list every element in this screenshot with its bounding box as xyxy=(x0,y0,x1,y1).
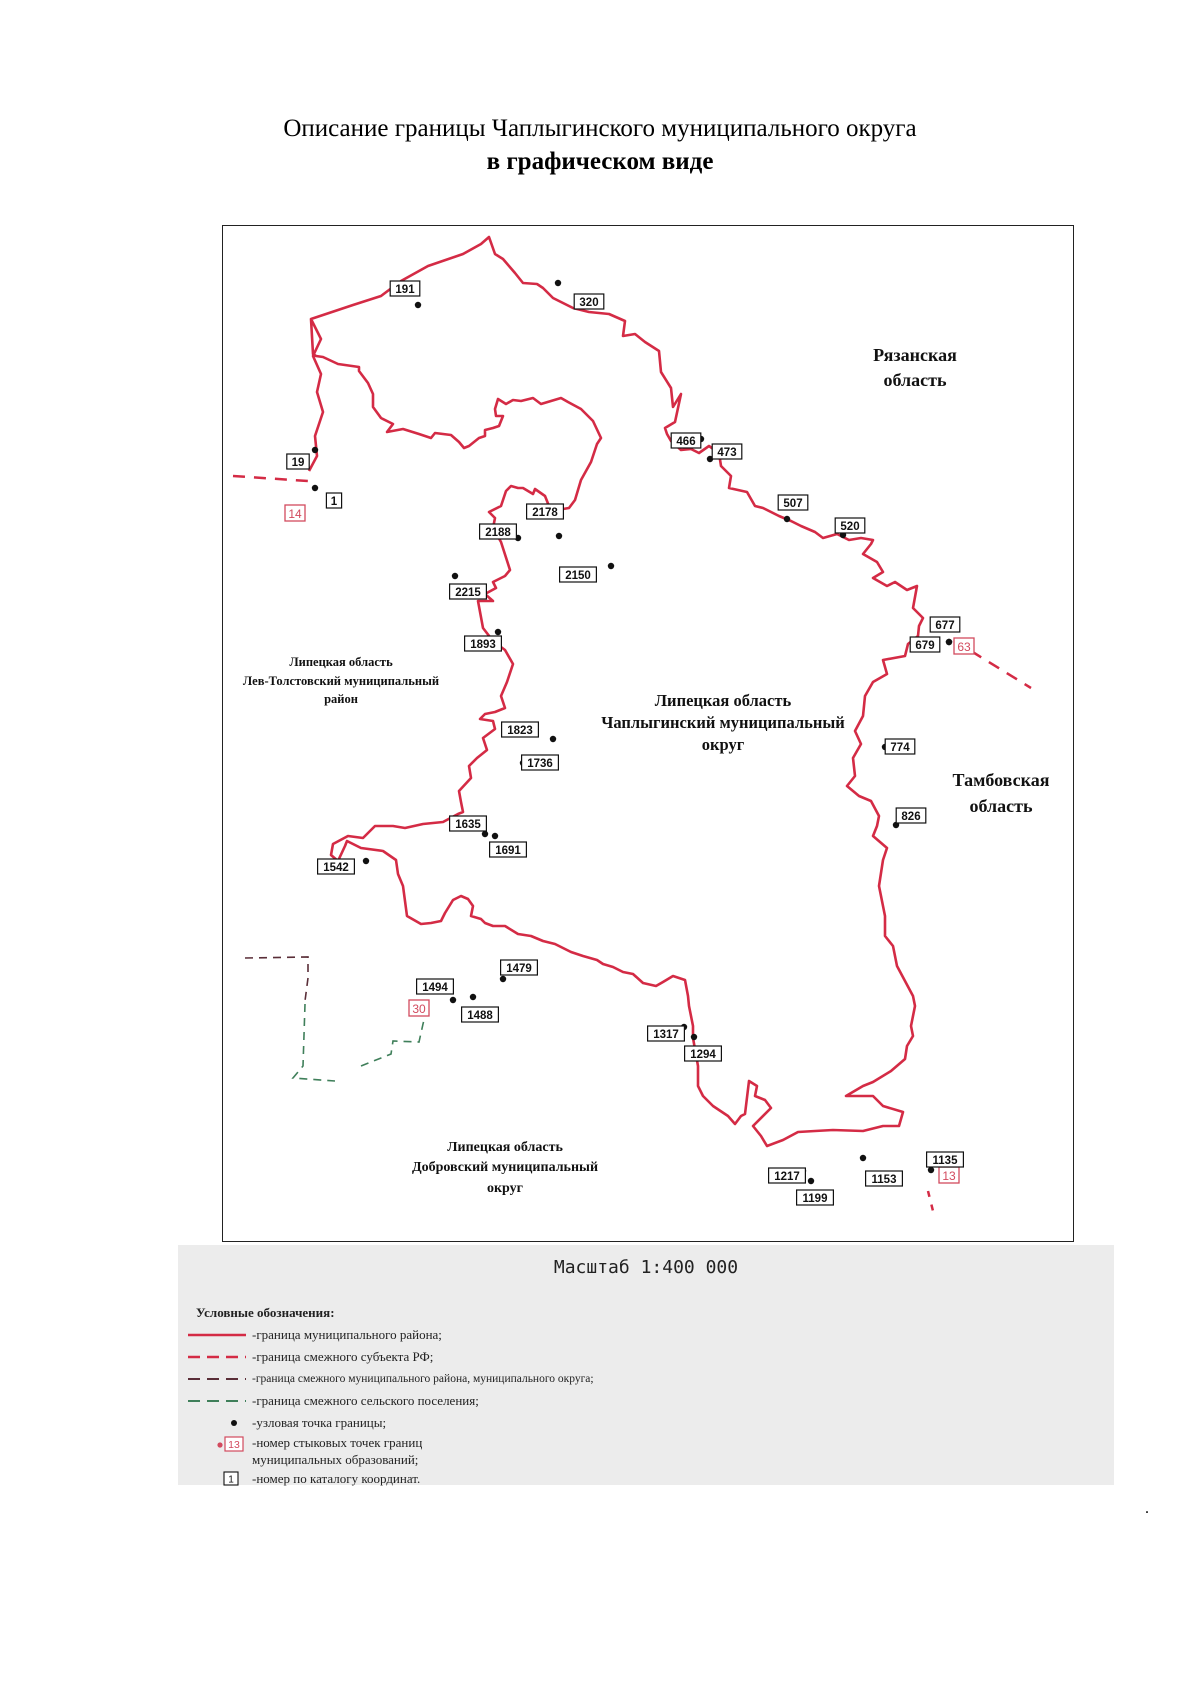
region-label-lev-tolstoy-2: Лев-Толстовский муниципальный xyxy=(242,674,440,688)
page-end-dot: . xyxy=(1145,1500,1149,1517)
point-label-text: 1488 xyxy=(467,1010,493,1022)
point-label-text: 320 xyxy=(579,297,599,309)
node-dot xyxy=(415,302,421,308)
legend-swatch-junction xyxy=(186,1435,250,1455)
point-label-text: 1635 xyxy=(455,819,481,831)
region-label-dobroe-3: округ xyxy=(486,1181,524,1196)
node-dot xyxy=(928,1167,934,1173)
boundary-point-679 xyxy=(910,637,952,652)
svg-text:30: 30 xyxy=(412,1002,426,1016)
boundary-point-191 xyxy=(390,281,421,308)
node-dot xyxy=(482,831,488,837)
point-label-text: 677 xyxy=(935,620,955,632)
node-dot xyxy=(808,1178,814,1184)
legend-item-catalog-number xyxy=(186,1471,1086,1489)
legend-swatch-municipal xyxy=(186,1371,250,1389)
legend-item-municipal-boundary xyxy=(186,1371,1086,1389)
node-dot xyxy=(691,1034,697,1040)
boundary-map xyxy=(222,225,1074,1242)
legend-item-junction-number xyxy=(186,1435,1086,1471)
node-dot xyxy=(860,1155,866,1161)
boundary-point-320 xyxy=(555,280,604,309)
legend-swatch-catalog xyxy=(186,1471,250,1487)
adjacent-municipal-boundary xyxy=(245,957,308,1001)
point-label-text: 826 xyxy=(901,811,921,823)
svg-text:14: 14 xyxy=(288,507,302,521)
point-label-text: 1135 xyxy=(932,1155,958,1167)
node-dot xyxy=(556,533,562,539)
region-label-ryazan-2: область xyxy=(883,370,947,390)
boundary-point-1736 xyxy=(520,755,559,770)
adjacent-subject-boundary-west xyxy=(233,476,308,481)
region-label-tambov-1: Тамбовская xyxy=(952,770,1050,790)
node-dot xyxy=(312,447,318,453)
point-label-text: 1 xyxy=(330,496,338,508)
legend-item-subject-boundary xyxy=(186,1349,1086,1367)
node-dot xyxy=(312,485,318,491)
boundary-point-1893 xyxy=(465,629,502,651)
point-label-text: 2188 xyxy=(485,527,511,539)
point-label-text: 2150 xyxy=(565,570,591,582)
point-label-text: 1736 xyxy=(527,758,553,770)
point-label-text: 1199 xyxy=(802,1193,828,1205)
point-label-text: 1153 xyxy=(871,1174,897,1186)
document-title xyxy=(0,112,1200,178)
svg-text:13: 13 xyxy=(228,1439,240,1451)
node-dot xyxy=(500,976,506,982)
boundary-point-1317 xyxy=(648,1024,688,1041)
region-label-dobroe-2: Добровский муниципальный xyxy=(411,1160,599,1175)
boundary-point-2188 xyxy=(480,524,522,541)
boundary-point-1217 xyxy=(769,1168,807,1183)
title-line-1: Описание границы Чаплыгинского муниципального округа xyxy=(283,115,917,142)
legend-panel xyxy=(178,1245,1114,1485)
district-boundary xyxy=(309,237,923,1146)
legend-swatch-district xyxy=(186,1327,250,1345)
boundary-point-1823 xyxy=(502,722,557,742)
point-label-text: 1691 xyxy=(495,845,521,857)
legend-title: Условные обозначения: xyxy=(196,1305,335,1320)
boundary-point-1153 xyxy=(860,1155,903,1186)
region-label-tambov-2: область xyxy=(969,796,1033,816)
region-label-lev-tolstoy-3: район xyxy=(324,692,358,706)
region-label-chaplygin-3: округ xyxy=(701,735,745,754)
point-label-text: 520 xyxy=(840,521,860,533)
junction-marker-14 xyxy=(285,505,305,521)
legend-text-catalog: -номер по каталогу координат. xyxy=(252,1471,421,1486)
boundary-point-1294 xyxy=(685,1034,722,1061)
boundary-point-2215 xyxy=(450,573,487,599)
boundary-point-473 xyxy=(707,444,742,462)
node-dot xyxy=(452,573,458,579)
node-dot xyxy=(492,833,498,839)
legend-item-district-boundary xyxy=(186,1327,1086,1345)
legend-text-municipal: -граница смежного муниципального района, муниципального округа; xyxy=(252,1373,594,1385)
boundary-points xyxy=(287,280,964,1205)
adjacent-subject-boundary-south xyxy=(928,1191,933,1211)
boundary-point-1691 xyxy=(490,833,527,857)
point-label-text: 507 xyxy=(783,498,803,510)
legend-text-district: -граница муниципального района; xyxy=(252,1327,442,1342)
junction-marker-63 xyxy=(954,638,974,654)
boundary-point-1 xyxy=(312,485,342,508)
map-scale: Масштаб 1:400 000 xyxy=(553,1257,739,1278)
point-label-text: 19 xyxy=(291,457,305,469)
point-label-text: 1217 xyxy=(774,1171,800,1183)
boundary-point-826 xyxy=(893,808,926,828)
boundary-point-2178 xyxy=(527,504,564,539)
region-label-chaplygin-1: Липецкая область xyxy=(654,691,792,710)
point-label-text: 2215 xyxy=(455,587,481,599)
legend-text-junction-1: -номер стыковых точек границ xyxy=(252,1435,423,1450)
node-dot xyxy=(470,994,476,1000)
junction-marker-30 xyxy=(409,1000,429,1016)
map-canvas xyxy=(223,226,1075,1243)
legend-item-node-point xyxy=(186,1415,1086,1433)
title-line-2: в графическом виде xyxy=(486,148,714,175)
adjacent-subject-boundary-east xyxy=(971,651,1031,688)
node-dot xyxy=(608,563,614,569)
point-label-text: 1479 xyxy=(506,963,532,975)
boundary-point-1542 xyxy=(318,858,370,874)
legend-item-settlement-boundary xyxy=(186,1393,1086,1411)
boundary-point-19 xyxy=(287,447,318,469)
junction-marker-13 xyxy=(939,1167,959,1183)
point-label-text: 1294 xyxy=(690,1049,716,1061)
legend-swatch-subject xyxy=(186,1349,250,1367)
point-label-text: 1317 xyxy=(653,1029,679,1041)
point-label-text: 191 xyxy=(395,284,415,296)
point-label-text: 679 xyxy=(915,640,935,652)
region-label-ryazan-1: Рязанская xyxy=(873,345,957,365)
node-dot xyxy=(363,858,369,864)
legend-text-subject: -граница смежного субъекта РФ; xyxy=(252,1349,434,1364)
adjacent-settlement-boundary xyxy=(293,1004,425,1081)
point-label-text: 1823 xyxy=(507,725,533,737)
boundary-point-774 xyxy=(882,739,915,754)
point-label-text: 774 xyxy=(890,742,910,754)
region-label-dobroe-1: Липецкая область xyxy=(447,1140,563,1155)
svg-text:1: 1 xyxy=(228,1474,234,1486)
legend-text-junction-2: муниципальных образований; xyxy=(252,1452,419,1467)
node-dot xyxy=(550,736,556,742)
svg-text:13: 13 xyxy=(942,1169,956,1183)
legend-text-settlement: -граница смежного сельского поселения; xyxy=(252,1393,479,1408)
boundary-point-1488 xyxy=(462,994,499,1022)
point-label-text: 1542 xyxy=(323,862,349,874)
node-dot xyxy=(555,280,561,286)
legend-text-node: -узловая точка границы; xyxy=(252,1415,387,1430)
boundary-point-466 xyxy=(671,433,704,448)
region-label-lev-tolstoy-1: Липецкая область xyxy=(289,655,393,669)
node-dot xyxy=(784,516,790,522)
point-label-text: 2178 xyxy=(532,507,558,519)
region-label-chaplygin-2: Чаплыгинский муниципальный xyxy=(601,713,845,732)
point-label-text: 1893 xyxy=(470,639,496,651)
point-label-text: 1494 xyxy=(422,982,448,994)
node-dot xyxy=(450,997,456,1003)
point-label-text: 473 xyxy=(717,447,737,459)
legend-swatch-settlement xyxy=(186,1393,250,1411)
point-label-text: 466 xyxy=(676,436,696,448)
node-dot xyxy=(946,639,952,645)
svg-text:63: 63 xyxy=(957,640,971,654)
boundary-point-1635 xyxy=(450,816,489,837)
legend-swatch-node xyxy=(186,1415,250,1433)
boundary-point-2150 xyxy=(560,563,615,582)
node-dot xyxy=(495,629,501,635)
boundary-point-1479 xyxy=(500,960,538,982)
